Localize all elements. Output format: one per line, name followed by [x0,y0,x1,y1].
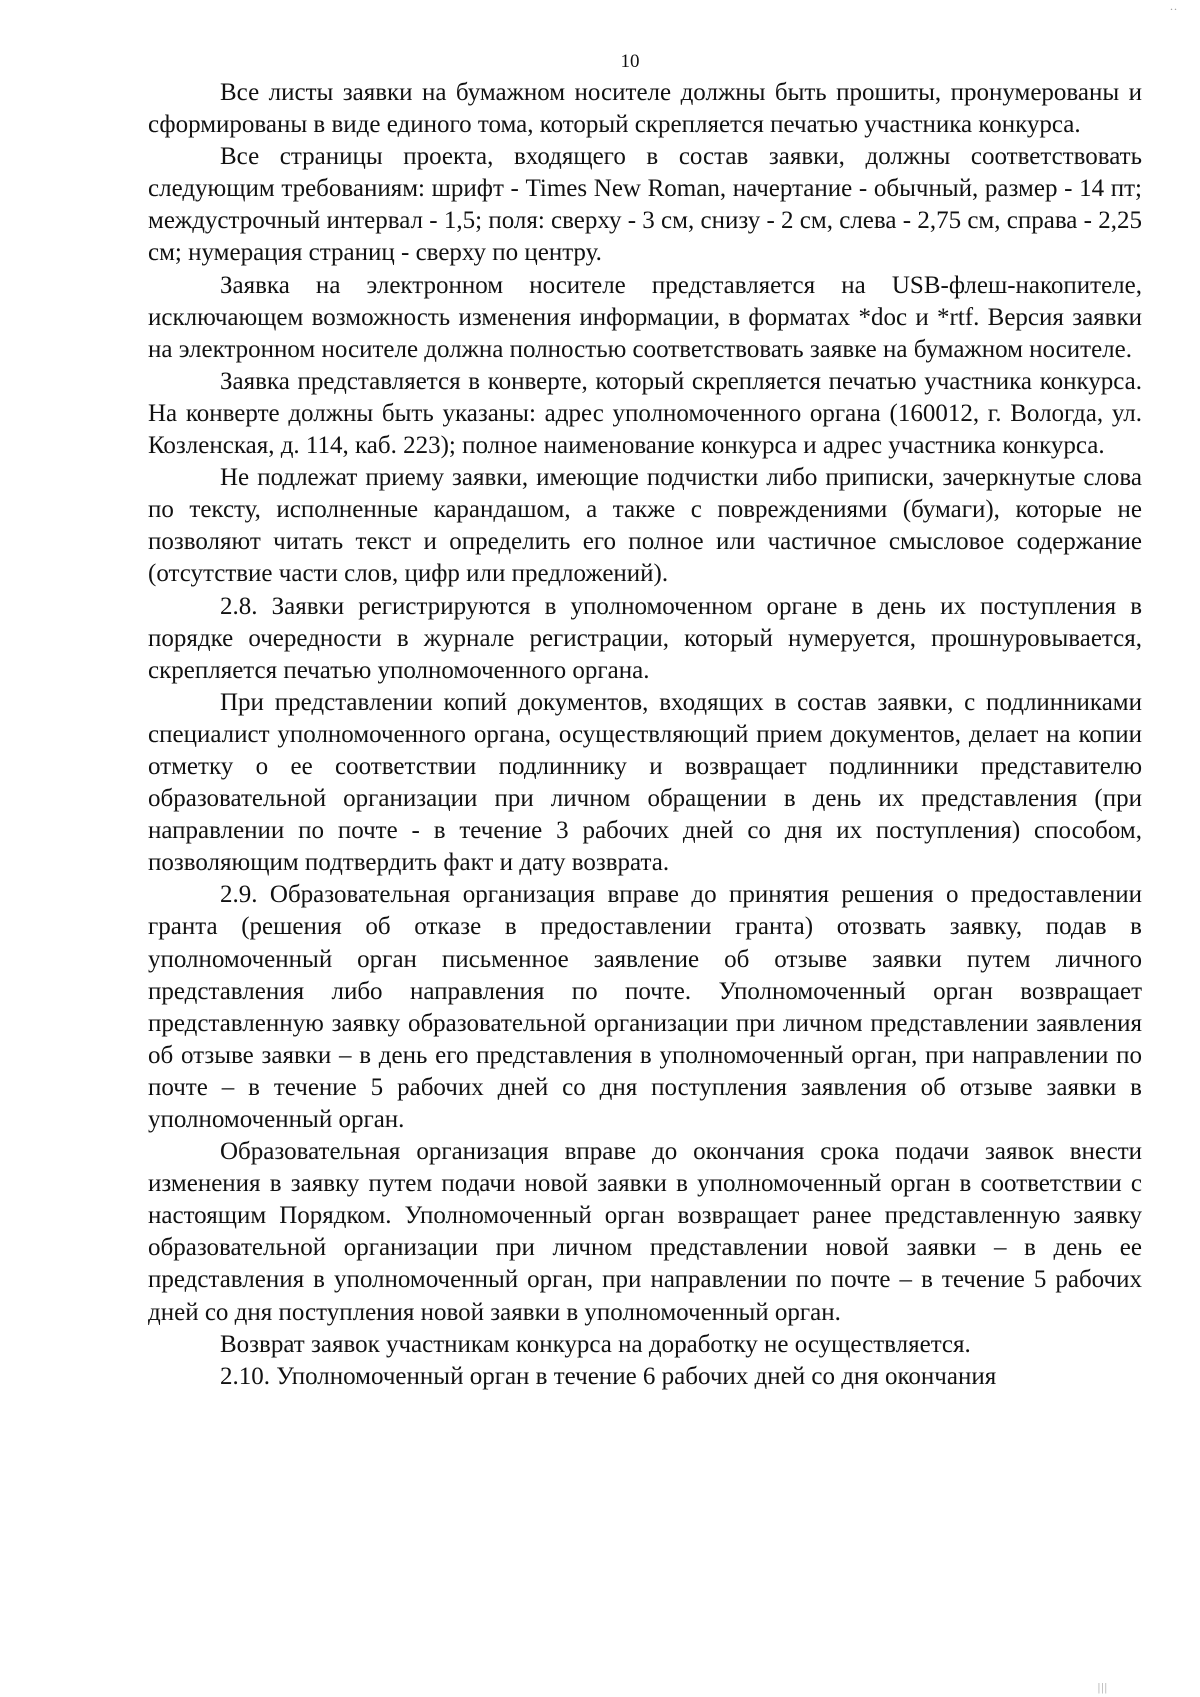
paragraph-2-9-withdrawal: 2.9. Образовательная организация вправе до принятия решения о предоставлении гранта (решения об отказе в предоставлении гранта) отозвать заявку, подав в уполномоченный орган письменное заявление об отзыве заявки путем личного представления либо направления по почте. Уполномоченный орган возвращает представленную заявку образовательной организации при личном представлении заявления об отзыве заявки – в день его представления в уполномоченный орган, при направлении по почте – в течение 5 рабочих дней со дня поступления заявления об отзыве заявки в уполномоченный орган. [148,881,1142,1133]
paragraph-no-return: Возврат заявок участникам конкурса на доработку не осуществляется. [220,1330,971,1358]
paragraph-rejection-conditions: Не подлежат приему заявки, имеющие подчистки либо приписки, зачеркнутые слова по тексту, исполненные карандашом, а также с повреждениями (бумаги), которые не позволяют читать текст и определить его полное или частичное смысловое содержание (отсутствие части слов, цифр или предложений). [148,464,1142,588]
paragraph-2-8-registration: 2.8. Заявки регистрируются в уполномоченном органе в день их поступления в порядке очередности в журнале регистрации, который нумеруется, прошнуровывается, скрепляется печатью уполномоченного органа. [148,592,1142,684]
paragraph-2-10-start: 2.10. Уполномоченный орган в течение 6 рабочих дней со дня окончания [220,1362,997,1390]
page-number: 10 [620,51,640,72]
paragraph-copies-of-documents: При представлении копий документов, входящих в состав заявки, с подлинниками специалист уполномоченного органа, осуществляющий прием документов, делает на копии отметку о ее соответствии подлиннику и возвращает подлинники представителю образовательной организации при личном обращении в день их представления (при направлении по почте - в течение 3 рабочих дней со дня их поступления) способом, позволяющим подтвердить факт и дату возврата. [148,688,1142,877]
paragraph-envelope: Заявка представляется в конверте, который скрепляется печатью участника конкурса. На конверте должны быть указаны: адрес уполномоченного органа (160012, г. Вологда, ул. Козленская, д. 114, каб. 223); полное наименование конкурса и адрес участника конкурса. [148,367,1142,460]
paragraph-electronic-copy: Заявка на электронном носителе представляется на USB-флеш-накопителе, исключающем возможность изменения информации, в форматах *doc и *rtf. Версия заявки на электронном носителе должна полностью соответствовать заявке на бумажном носителе. [148,271,1142,363]
document-body [148,77,1142,1393]
paragraph-formatting-requirements: Все страницы проекта, входящего в состав заявки, должны соответствовать следующим требованиям: шрифт - Times New Roman, начертание - обычный, размер - 14 пт; междустрочный интервал - 1,5; поля: сверху - 3 см, снизу - 2 см, слева - 2,75 см, справа - 2,25 см; нумерация страниц - сверху по центру. [148,143,1142,267]
scan-edge-mark: ||| [1097,1680,1108,1694]
paragraph-binding-requirements: Все листы заявки на бумажном носителе должны быть прошиты, пронумерованы и сформированы в виде единого тома, который скрепляется печатью участника конкурса. [148,79,1142,139]
scan-edge-mark: .. [1170,0,1178,13]
paragraph-amendments: Образовательная организация вправе до окончания срока подачи заявок внести изменения в заявку путем подачи новой заявки в уполномоченный орган в соответствии с настоящим Порядком. Уполномоченный орган возвращает ранее представленную заявку образовательной организации при личном представлении новой заявки – в день ее представления в уполномоченный орган, при направлении по почте – в течение 5 рабочих дней со дня поступления новой заявки в уполномоченный орган. [148,1138,1142,1326]
